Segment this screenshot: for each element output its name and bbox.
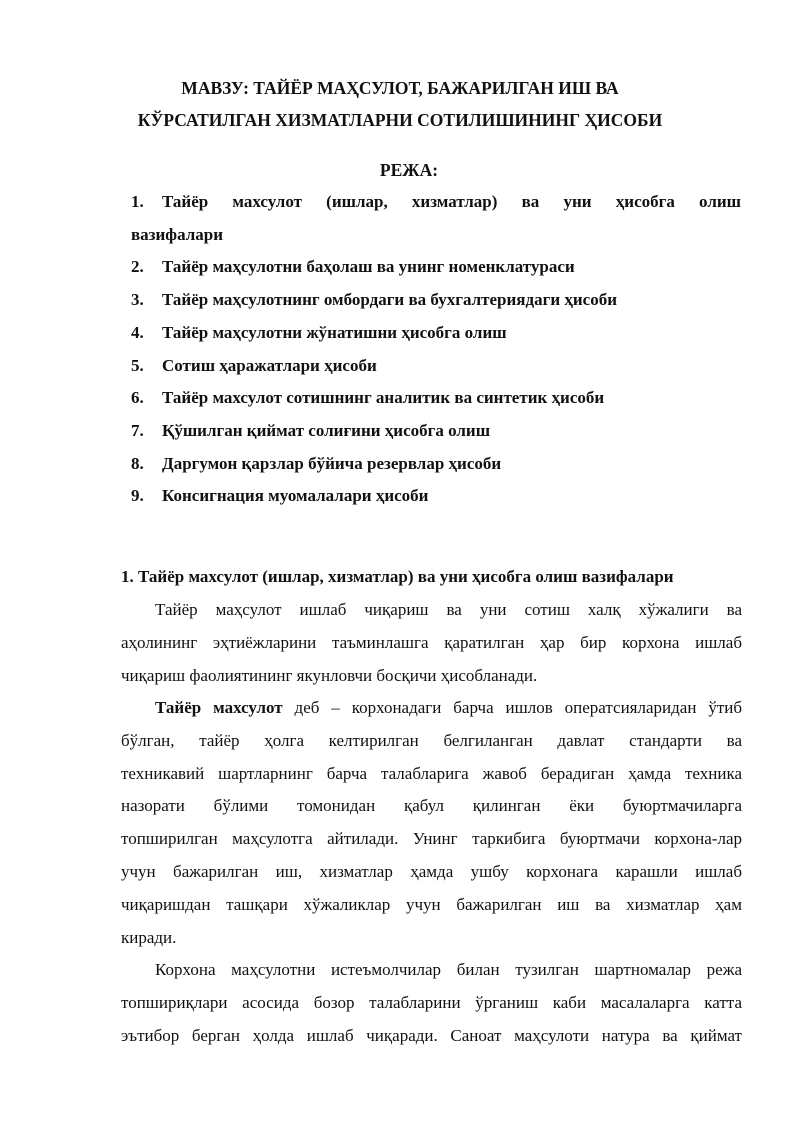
paragraph-line: чиқаришдан ташқари хўжаликлар учун бажарилган иш ва хизматлар ҳам: [121, 894, 742, 914]
document-title-line-1: МАВЗУ: ТАЙЁР МАҲСУЛОТ, БАЖАРИЛГАН ИШ ВА: [181, 78, 619, 98]
plan-item-5: [131, 350, 741, 383]
document-title-line-2: КЎРСАТИЛГАН ХИЗМАТЛАРНИ СОТИЛИШИНИНГ ҲИСОБИ: [137, 110, 663, 130]
paragraph-line: киради.: [121, 927, 177, 947]
plan-item-7: [131, 415, 741, 448]
paragraph-line: Тайёр махсулот деб – корхонадаги барча ишлов оператсияларидан ўтиб: [155, 698, 742, 717]
plan-item-text: Тайёр маҳсулотни баҳолаш ва унинг номенклатураси: [162, 257, 575, 277]
plan-item-number: 4.: [131, 322, 144, 342]
plan-item-number: 3.: [131, 290, 144, 310]
paragraph-2: [121, 692, 742, 954]
plan-item-1: [131, 186, 741, 219]
plan-heading: РЕЖА:: [379, 160, 439, 180]
plan-item-number: 9.: [131, 486, 144, 506]
plan-item-number: 5.: [131, 355, 144, 375]
plan-item-number: 7.: [131, 420, 144, 440]
plan-item-text: Тайёр маҳсулотни жўнатишни ҳисобга олиш: [162, 322, 507, 342]
paragraph-line: Корхона маҳсулотни истеъмолчилар билан тузилган шартномалар режа: [155, 960, 742, 979]
paragraph-line: назорати бўлими томонидан қабул қилинган ёки буюртмачиларга: [121, 796, 742, 816]
paragraph-line: учун бажарилган иш, хизматлар ҳамда ушбу корхонага карашли ишлаб: [121, 861, 742, 881]
paragraph-line: чиқариш фаолиятининг якунловчи босқичи ҳисобланади.: [121, 665, 538, 685]
plan-item-8: [131, 448, 741, 481]
plan-item-text: Консигнация муомалалари ҳисоби: [162, 486, 429, 506]
paragraph-line: аҳолининг эҳтиёжларини таъминлашга қаратилган ҳар бир корхона ишлаб: [121, 632, 742, 652]
paragraph-line: техникавий шартларнинг барча талабларига жавоб берадиган ҳамда техника: [121, 763, 742, 783]
paragraph-3: [121, 954, 742, 1052]
plan-item-text: Қўшилган қиймат солиғини ҳисобга олиш: [162, 420, 491, 440]
plan-item-1-continuation: вазифалари: [131, 224, 224, 244]
paragraph-line: Тайёр маҳсулот ишлаб чиқариш ва уни сотиш халқ хўжалиги ва: [155, 600, 742, 619]
plan-item-text: Сотиш ҳаражатлари ҳисоби: [162, 355, 377, 375]
plan-item-text: Тайёр махсулот сотишнинг аналитик ва синтетик ҳисоби: [162, 388, 605, 408]
paragraph-1: [121, 594, 742, 692]
plan-item-3: [131, 284, 741, 317]
plan-item-number: 8.: [131, 453, 144, 473]
plan-item-9: [131, 480, 741, 513]
plan-item-number: 1.: [131, 192, 144, 211]
plan-item-text: Тайёр маҳсулотнинг омбордаги ва бухгалтериядаги ҳисоби: [162, 290, 617, 310]
plan-item-2: [131, 251, 741, 284]
paragraph-line: топширилган маҳсулотга айтилади. Унинг таркибига буюртмачи корхона-лар: [121, 829, 742, 849]
defined-term: Тайёр махсулот: [155, 698, 283, 717]
paragraph-line: бўлган, тайёр ҳолга келтирилган белгиланган давлат стандарти ва: [121, 730, 742, 750]
plan-item-text: Тайёр махсулот (ишлар, хизматлар) ва уни ҳисобга олиш: [162, 192, 741, 211]
plan-item-number: 6.: [131, 388, 144, 408]
paragraph-line: топшириқлари асосида бозор талабларини ўрганиш каби масалаларга катта: [121, 992, 742, 1012]
plan-item-number: 2.: [131, 257, 144, 277]
plan-list: [131, 186, 741, 513]
plan-item-text: Даргумон қарзлар бўйича резервлар ҳисоби: [162, 453, 502, 473]
plan-item-4: [131, 317, 741, 350]
section-heading: 1. Тайёр махсулот (ишлар, хизматлар) ва уни ҳисобга олиш вазифалари: [121, 567, 674, 586]
plan-item-6: [131, 382, 741, 415]
paragraph-line: эътибор берган ҳолда ишлаб чиқаради. Саноат маҳсулоти натура ва қиймат: [121, 1025, 742, 1045]
